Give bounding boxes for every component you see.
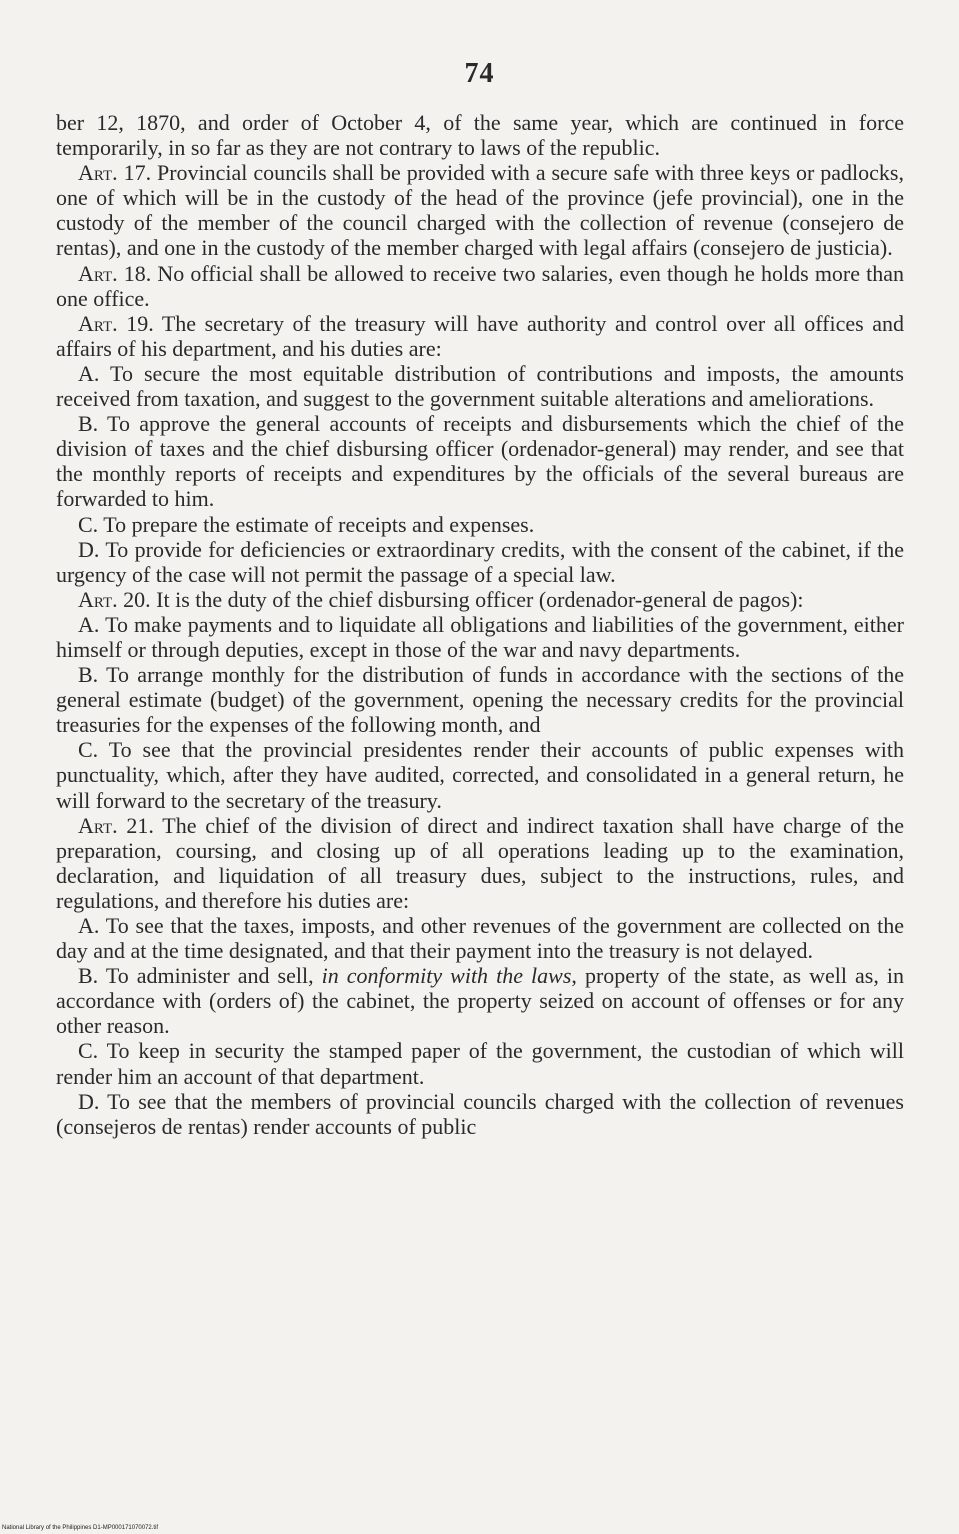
paragraph-art-20: Art. 20. It is the duty of the chief disbursing officer (ordenador-general de pagos):	[78, 586, 804, 612]
paragraph-art-21-a: A. To see that the taxes, imposts, and other revenues of the government are collected on the day and at the time designated, and that their payment into the treasury is not delayed.	[56, 913, 904, 964]
scan-footer: National Library of the Philippines D1-MP000171070072.tif	[2, 1525, 159, 1531]
paragraph-art-20-c: C. To see that the provincial presidentes render their accounts of public expenses with punctuality, which, after they have audited, corrected, and consolidated in a general return, he will forward to the secretary of the treasury.	[56, 737, 904, 813]
paragraph-art-17: Art. 17. Provincial councils shall be provided with a secure safe with three keys or padlocks, one of which will be in the custody of the head of the province (jefe provincial), one in the custody of the member of the council charged with the collection of revenue (consejero de rentas), and one in the custody of the member charged with legal affairs (consejero de justicia).	[56, 160, 904, 261]
paragraph-art-19-c: C. To prepare the estimate of receipts and expenses.	[78, 511, 535, 537]
paragraph-art-21-c: C. To keep in security the stamped paper of the government, the custodian of which will render him an account of that department.	[56, 1038, 904, 1089]
paragraph-art-21-b: B. To administer and sell, in conformity with the laws, property of the state, as well as, in accordance with (orders of) the cabinet, the property seized on account of offenses or for any other reason.	[56, 963, 904, 1039]
paragraph-art-19: Art. 19. The secretary of the treasury will have authority and control over all offices and affairs of his department, and his duties are:	[56, 310, 904, 361]
italic-phrase: in conformity with the laws	[321, 963, 572, 989]
page-number: 74	[464, 58, 495, 89]
paragraph-art-19-b: B. To approve the general accounts of receipts and disbursements which the chief of the division of taxes and the chief disbursing officer (ordenador-general) may render, and see that the monthly reports of receipts and expenditures by the officials of the several bureaus are forwarded to him.	[56, 411, 904, 512]
paragraph-continued: ber 12, 1870, and order of October 4, of the same year, which are continued in force temporarily, in so far as they are not contrary to laws of the republic.	[56, 110, 904, 161]
paragraph-art-20-a: A. To make payments and to liquidate all obligations and liabilities of the government, either himself or through deputies, except in those of the war and navy departments.	[56, 611, 904, 662]
paragraph-art-21-d: D. To see that the members of provincial councils charged with the collection of revenues (consejeros de rentas) render accounts of public	[56, 1088, 904, 1139]
paragraph-art-18: Art. 18. No official shall be allowed to receive two salaries, even though he holds more than one office.	[56, 260, 905, 311]
paragraph-art-19-d: D. To provide for deficiencies or extraordinary credits, with the consent of the cabinet, if the urgency of the case will not permit the passage of a special law.	[56, 536, 904, 587]
paragraph-art-21: Art. 21. The chief of the division of direct and indirect taxation shall have charge of the preparation, coursing, and closing up of all operations leading up to the examination, declaration, and liquidation of all treasury dues, subject to the instructions, rules, and regulations, and therefore his duties are:	[56, 812, 904, 913]
paragraph-art-19-a: A. To secure the most equitable distribution of contributions and imposts, the amounts received from taxation, and suggest to the government suitable alterations and ameliorations.	[56, 360, 904, 412]
paragraph-art-20-b: B. To arrange monthly for the distribution of funds in accordance with the sections of the general estimate (budget) of the government, opening the necessary credits for the provincial treasuries for the expenses of the following month, and	[56, 662, 904, 738]
body-text	[56, 110, 904, 1139]
